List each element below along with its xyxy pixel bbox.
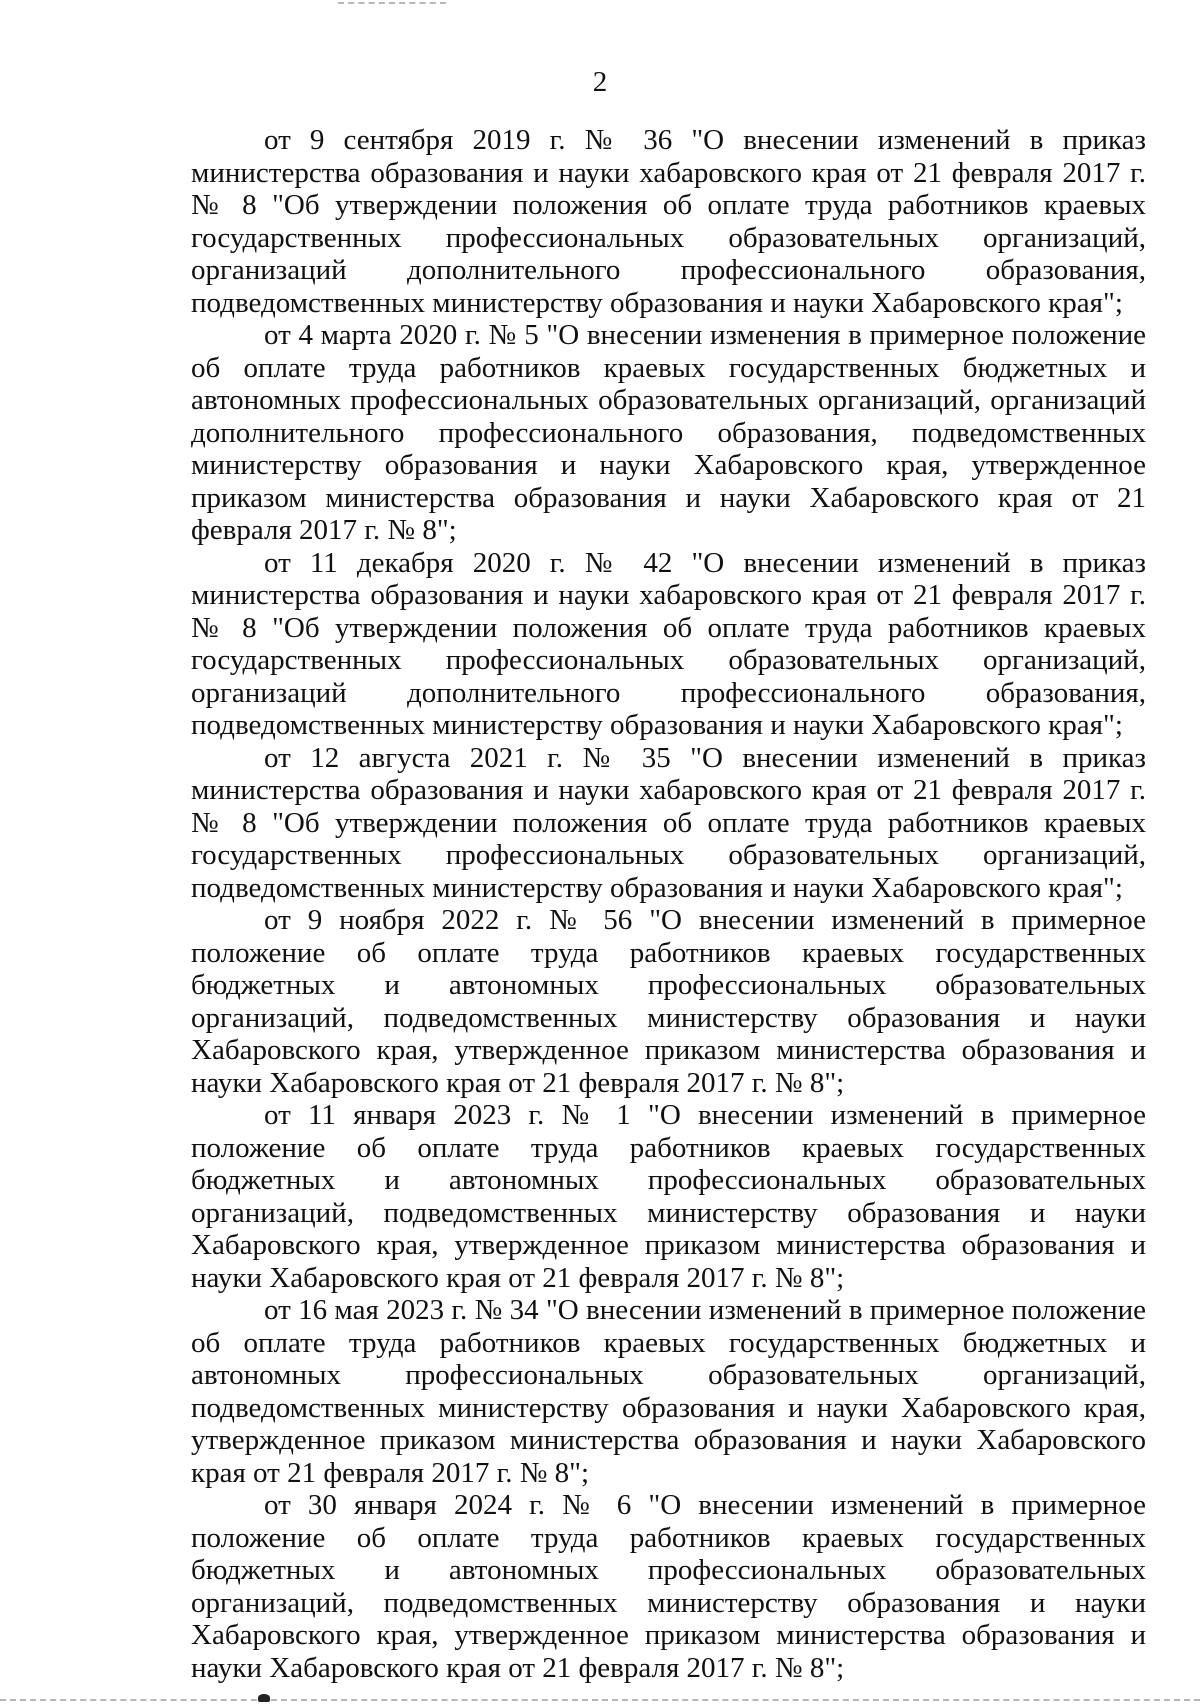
- paragraph-order-2020-5: от 4 марта 2020 г. № 5 "О внесении изменения в примерное положение об оплате труда работников краевых государственных бюджетных и автономных профессиональных образовательных организаций, организаций дополнительного профессионального образования, подведомственных министерству образования и науки Хабаровского края, утвержденное приказом министерства образования и науки Хабаровского края от 21 февраля 2017 г. № 8";: [191, 319, 1146, 546]
- paragraph-order-2023-34: от 16 мая 2023 г. № 34 "О внесении изменений в примерное положение об оплате труда работников краевых государственных бюджетных и автономных профессиональных образовательных организаций, подведомственных министерству образования и науки Хабаровского края, утвержденное приказом министерства образования и науки Хабаровского края от 21 февраля 2017 г. № 8";: [191, 1294, 1146, 1489]
- scan-artifact-bottom: [0, 1699, 1200, 1701]
- paragraph-order-2020-42: от 11 декабря 2020 г. № 42 "О внесении изменений в приказ министерства образования и науки хабаровского края от 21 февраля 2017 г. № 8 "Об утверждении положения об оплате труда работников краевых государственных профессиональных образовательных организаций, организаций дополнительного профессионального образования, подведомственных министерству образования и науки Хабаровского края";: [191, 546, 1146, 741]
- scan-artifact-blot: [258, 1694, 270, 1702]
- page-number: 2: [592, 66, 608, 98]
- paragraph-order-2022-56: от 9 ноября 2022 г. № 56 "О внесении изменений в примерное положение об оплате труда работников краевых государственных бюджетных и автономных профессиональных образовательных организаций, подведомственных министерству образования и науки Хабаровского края, утвержденное приказом министерства образования и науки Хабаровского края от 21 февраля 2017 г. № 8";: [191, 904, 1146, 1099]
- paragraph-order-2023-1: от 11 января 2023 г. № 1 "О внесении изменений в примерное положение об оплате труда работников краевых государственных бюджетных и автономных профессиональных образовательных организаций, подведомственных министерству образования и науки Хабаровского края, утвержденное приказом министерства образования и науки Хабаровского края от 21 февраля 2017 г. № 8";: [191, 1099, 1146, 1294]
- paragraph-order-2021-35: от 12 августа 2021 г. № 35 "О внесении изменений в приказ министерства образования и науки хабаровского края от 21 февраля 2017 г. № 8 "Об утверждении положения об оплате труда работников краевых государственных профессиональных образовательных организаций, подведомственных министерству образования и науки Хабаровского края";: [191, 741, 1146, 904]
- paragraph-order-2019-36: от 9 сентября 2019 г. № 36 "О внесении изменений в приказ министерства образования и науки хабаровского края от 21 февраля 2017 г. № 8 "Об утверждении положения об оплате труда работников краевых государственных профессиональных образовательных организаций, организаций дополнительного профессионального образования, подведомственных министерству образования и науки Хабаровского края";: [191, 124, 1146, 319]
- paragraph-order-2024-6: от 30 января 2024 г. № 6 "О внесении изменений в примерное положение об оплате труда работников краевых государственных бюджетных и автономных профессиональных образовательных организаций, подведомственных министерству образования и науки Хабаровского края, утвержденное приказом министерства образования и науки Хабаровского края от 21 февраля 2017 г. № 8";: [191, 1489, 1146, 1684]
- document-body: [191, 124, 1146, 1684]
- scan-artifact-top: [338, 2, 446, 4]
